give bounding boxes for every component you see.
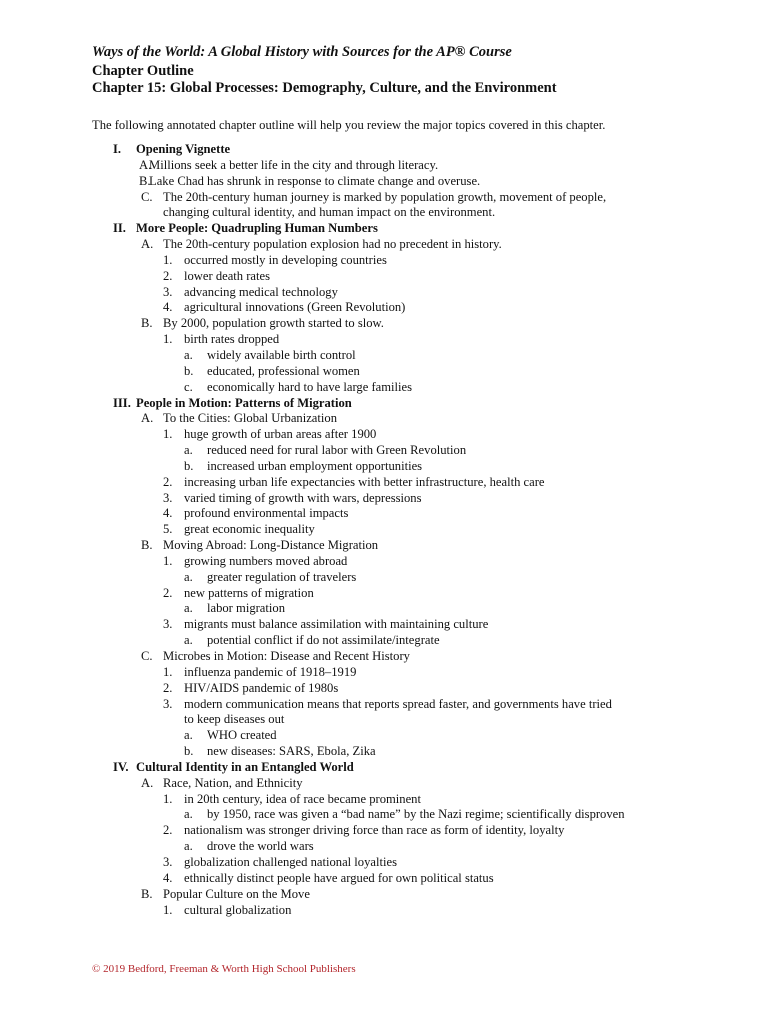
outline-item-text: By 2000, population growth started to slow.: [163, 316, 384, 331]
outline-item-level-4: [0, 601, 768, 617]
outline-item-level-2: [0, 316, 768, 332]
outline-item-marker: b.: [184, 363, 194, 378]
outline-item-level-2n: [0, 174, 768, 190]
outline-item-level-4: [0, 443, 768, 459]
outline-item-level-3: [0, 871, 768, 887]
outline-item-marker: a.: [184, 569, 193, 584]
outline-item-level-2: [0, 538, 768, 554]
outline-item-marker: b.: [184, 458, 194, 473]
outline-item-marker: II.: [113, 221, 126, 236]
outline-item-text: globalization challenged national loyalties: [184, 854, 397, 869]
outline-item-marker: 3.: [163, 490, 173, 505]
outline-item-marker: a.: [184, 633, 193, 648]
outline-item-marker: b.: [184, 744, 194, 759]
outline-item-text: drove the world wars: [207, 839, 314, 854]
outline-item-text: Race, Nation, and Ethnicity: [163, 775, 303, 790]
outline-item-level-3: [0, 792, 768, 808]
outline-item-marker: 4.: [163, 506, 173, 521]
outline-item-level-4: [0, 570, 768, 586]
outline-item-level-4: [0, 348, 768, 364]
outline-item-text: lower death rates: [184, 268, 271, 283]
book-title: Ways of the World: A Global History with Sources for the AP® Course: [92, 44, 512, 60]
outline-item-marker: 3.: [163, 617, 173, 632]
outline-item-level-3: [0, 253, 768, 269]
outline-item-text: People in Motion: Patterns of Migration: [136, 395, 352, 410]
outline-item-marker: 1.: [163, 664, 173, 679]
outline-item-marker: a.: [184, 443, 193, 458]
outline-item-text: to keep diseases out: [184, 712, 285, 727]
outline-item-text: increased urban employment opportunities: [207, 458, 423, 473]
outline-item-level-3: [0, 681, 768, 697]
outline-item-marker: 5.: [163, 522, 173, 537]
outline-item-text: varied timing of growth with wars, depressions: [184, 490, 422, 505]
outline-item-level-2: [0, 205, 768, 221]
outline-item-text: Millions seek a better life in the city and through literacy.: [149, 157, 439, 172]
outline-item-level-4: [0, 744, 768, 760]
outline-item-marker: a.: [184, 601, 193, 616]
outline-item-marker: 2.: [163, 585, 173, 600]
outline-item-text: growing numbers moved abroad: [184, 553, 348, 568]
outline-item-text: ethnically distinct people have argued for own political status: [184, 870, 494, 885]
outline-item-text: Popular Culture on the Move: [163, 886, 310, 901]
outline-item-text: agricultural innovations (Green Revolution): [184, 300, 406, 315]
outline-item-text: The 20th-century human journey is marked by population growth, movement of people,: [163, 189, 607, 204]
outline-item-marker: 1.: [163, 791, 173, 806]
outline-item-marker: B.: [141, 316, 153, 331]
outline-item-text: greater regulation of travelers: [207, 569, 357, 584]
outline-item-level-3: [0, 855, 768, 871]
outline-item-text: occurred mostly in developing countries: [184, 252, 387, 267]
outline-item-text: WHO created: [207, 728, 277, 743]
outline-item-marker: III.: [113, 395, 131, 410]
outline-item-text: Cultural Identity in an Entangled World: [136, 759, 354, 774]
outline-item-level-3: [0, 522, 768, 538]
outline-item-marker: IV.: [113, 759, 129, 774]
outline-item-text: labor migration: [207, 601, 285, 616]
outline-item-text: HIV/AIDS pandemic of 1980s: [184, 680, 339, 695]
chapter-outline-list: [0, 142, 768, 918]
chapter-title: Chapter 15: Global Processes: Demography, Culture, and the Environment: [92, 80, 557, 96]
outline-item-level-3: [0, 697, 768, 713]
outline-item-level-3: [0, 475, 768, 491]
outline-item-marker: 1.: [163, 332, 173, 347]
outline-item-text: educated, professional women: [207, 363, 360, 378]
outline-item-marker: a.: [184, 807, 193, 822]
outline-item-level-3: [0, 332, 768, 348]
outline-item-marker: 2.: [163, 680, 173, 695]
outline-item-marker: B.: [141, 886, 153, 901]
outline-item-level-2: [0, 649, 768, 665]
outline-item-level-2n: [0, 158, 768, 174]
outline-item-text: new patterns of migration: [184, 585, 314, 600]
outline-item-text: great economic inequality: [184, 522, 315, 537]
outline-item-marker: I.: [113, 142, 122, 156]
outline-item-marker: 1.: [163, 427, 173, 442]
outline-item-level-4: [0, 459, 768, 475]
outline-item-marker: 3.: [163, 854, 173, 869]
outline-item-text: More People: Quadrupling Human Numbers: [136, 221, 378, 236]
outline-item-level-4: [0, 839, 768, 855]
outline-item-marker: 1.: [163, 553, 173, 568]
outline-item-level-4: [0, 728, 768, 744]
outline-item-text: new diseases: SARS, Ebola, Zika: [207, 744, 376, 759]
outline-item-text: Opening Vignette: [136, 142, 231, 156]
outline-item-text: profound environmental impacts: [184, 506, 349, 521]
outline-item-level-1: [0, 396, 768, 412]
outline-item-text: advancing medical technology: [184, 284, 338, 299]
outline-item-level-2: [0, 237, 768, 253]
outline-item-level-3: [0, 491, 768, 507]
outline-item-level-4: [0, 807, 768, 823]
outline-item-level-4: [0, 364, 768, 380]
outline-item-text: by 1950, race was given a “bad name” by the Nazi regime; scientifically disproven: [207, 807, 625, 822]
outline-item-level-3: [0, 300, 768, 316]
outline-label: Chapter Outline: [92, 63, 194, 79]
outline-item-text: cultural globalization: [184, 902, 292, 917]
outline-item-marker: 3.: [163, 696, 173, 711]
outline-item-text: Lake Chad has shrunk in response to climate change and overuse.: [149, 173, 481, 188]
outline-item-marker: A.: [141, 237, 154, 252]
outline-item-text: The 20th-century population explosion had no precedent in history.: [163, 237, 502, 252]
outline-item-text: potential conflict if do not assimilate/integrate: [207, 633, 440, 648]
outline-item-text: modern communication means that reports spread faster, and governments have tried: [184, 696, 612, 711]
outline-item-marker: A.: [141, 775, 154, 790]
outline-item-text: reduced need for rural labor with Green Revolution: [207, 443, 467, 458]
outline-item-marker: 3.: [163, 284, 173, 299]
outline-item-marker: 2.: [163, 474, 173, 489]
outline-item-marker: a.: [184, 728, 193, 743]
outline-item-text: huge growth of urban areas after 1900: [184, 427, 377, 442]
outline-item-level-3: [0, 712, 768, 728]
outline-item-text: nationalism was stronger driving force than race as form of identity, loyalty: [184, 823, 565, 838]
outline-item-level-3: [0, 554, 768, 570]
outline-item-marker: 1.: [163, 902, 173, 917]
outline-item-level-2: [0, 190, 768, 206]
outline-item-level-3: [0, 269, 768, 285]
outline-item-marker: A.: [141, 411, 154, 426]
outline-item-marker: 2.: [163, 268, 173, 283]
outline-item-text: increasing urban life expectancies with better infrastructure, health care: [184, 474, 545, 489]
copyright-footer: © 2019 Bedford, Freeman & Worth High School Publishers: [92, 963, 356, 975]
outline-item-marker: B.: [141, 538, 153, 553]
outline-item-level-1: [0, 142, 768, 158]
outline-item-marker: 1.: [163, 252, 173, 267]
outline-item-text: migrants must balance assimilation with maintaining culture: [184, 617, 489, 632]
outline-item-marker: c.: [184, 379, 193, 394]
outline-item-level-2: [0, 776, 768, 792]
outline-item-level-3: [0, 506, 768, 522]
outline-item-level-3: [0, 903, 768, 919]
outline-item-level-4: [0, 380, 768, 396]
outline-item-level-1: [0, 221, 768, 237]
outline-item-marker: C.: [141, 189, 153, 204]
outline-item-level-4: [0, 633, 768, 649]
outline-item-level-3: [0, 665, 768, 681]
intro-paragraph: The following annotated chapter outline will help you review the major topics covered in this chapter.: [92, 118, 606, 132]
outline-item-text: Microbes in Motion: Disease and Recent History: [163, 649, 410, 663]
outline-item-level-2: [0, 411, 768, 427]
outline-item-marker: 4.: [163, 300, 173, 315]
outline-item-text: widely available birth control: [207, 347, 356, 362]
outline-item-level-3: [0, 617, 768, 633]
outline-item-level-3: [0, 427, 768, 443]
outline-item-marker: C.: [141, 649, 153, 663]
outline-item-text: Moving Abroad: Long-Distance Migration: [163, 538, 379, 553]
outline-item-marker: a.: [184, 839, 193, 854]
outline-item-text: To the Cities: Global Urbanization: [163, 411, 337, 426]
outline-item-level-3: [0, 285, 768, 301]
outline-item-level-2: [0, 887, 768, 903]
outline-item-text: changing cultural identity, and human impact on the environment.: [163, 205, 496, 220]
outline-item-text: influenza pandemic of 1918–1919: [184, 664, 357, 679]
outline-item-marker: 2.: [163, 823, 173, 838]
outline-item-level-1: [0, 760, 768, 776]
outline-item-marker: A.: [139, 157, 152, 172]
outline-item-marker: B.: [139, 173, 151, 188]
outline-item-text: in 20th century, idea of race became prominent: [184, 791, 421, 806]
outline-item-level-3: [0, 586, 768, 602]
outline-item-text: economically hard to have large families: [207, 379, 413, 394]
outline-item-marker: a.: [184, 347, 193, 362]
outline-item-text: birth rates dropped: [184, 332, 280, 347]
outline-item-level-3: [0, 823, 768, 839]
outline-item-marker: 4.: [163, 870, 173, 885]
